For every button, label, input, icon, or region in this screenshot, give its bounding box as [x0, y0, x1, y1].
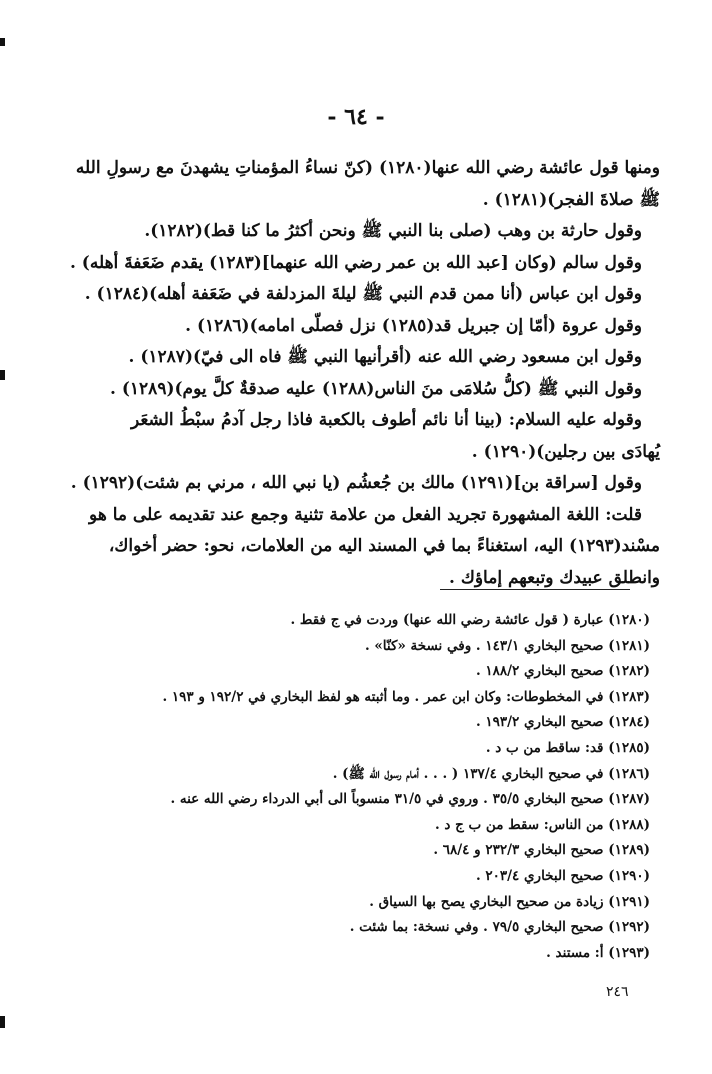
main-text [52, 153, 660, 594]
footnote-divider [440, 589, 630, 590]
text-line: وقول النبي ﷺ (كلُّ سُلامَى منَ الناس(١٢٨٨) عليه صدقةٌ كلَّ يوم)(١٢٨٩) . [110, 378, 642, 399]
page-number: ٢٤٦ [606, 984, 629, 1000]
text-line: وقول سالم (وكان [عبد الله بن عمر رضي الله عنهما](١٢٨٣) يقدم ضَعَفةَ أهله) . [69, 252, 642, 273]
footnote: (١٢٨٠) عبارة ( قول عائشة رضي الله عنها) وردت في ج فقط . [290, 612, 650, 628]
text-line: ﷺ صلاةَ الفجر)(١٢٨١) . [482, 189, 660, 210]
text-line: وقول عروة (أمّا إن جبريل قد(١٢٨٥) نزل فصلّى امامه)(١٢٨٦) . [185, 315, 642, 336]
footnote: (١٢٨٩) صحيح البخاري ٢٣٢/٣ و ٦٨/٤ . [433, 842, 650, 859]
footnote: (١٢٨١) صحيح البخاري ١٤٣/١ . وفي نسخة «كنّا» . [364, 637, 650, 654]
text-line: وقوله عليه السلام: (بينا أنا نائم أطوف بالكعبة فاذا رجل آدمُ سبْطُ الشعَر [130, 410, 642, 430]
text-line: يُهادَى بين رجلين)(١٢٩٠) . [471, 441, 660, 462]
text-line: ومنها قول عائشة رضي الله عنها(١٢٨٠) (كنّ نساءُ المؤمناتِ يشهدنَ مع رسولِ الله [75, 158, 660, 178]
footnote: (١٢٨٦) في صحيح البخاري ١٣٧/٤ ( . . . أمام رسول الله ﷺ) . [332, 765, 650, 782]
footnote: (١٢٨٢) صحيح البخاري ١٨٨/٢ . [475, 663, 650, 680]
footnote: (١٢٨٨) من الناس: سقط من ب ج د . [434, 816, 650, 833]
footnote: (١٢٩٢) صحيح البخاري ٧٩/٥ . وفي نسخة: بما شئت . [349, 919, 650, 936]
footnote: (١٢٩١) زيادة من صحيح البخاري يصح بها السياق . [369, 893, 650, 910]
footnote: (١٢٨٧) صحيح البخاري ٣٥/٥ . وروي في ٣١/٥ منسوباً الى أبي الدرداء رضي الله عنه . [170, 791, 650, 808]
footnote: (١٢٨٣) في المخطوطات: وكان ابن عمر . وما أثبته هو لفظ البخاري في ١٩٢/٢ و ١٩٣ . [162, 688, 650, 705]
scan-edge-mark [0, 38, 5, 46]
footnote: (١٢٩٣) أ: مستند . [546, 944, 650, 961]
text-line: وقول حارثة بن وهب (صلى بنا النبي ﷺ ونحن أكثرُ ما كنا قط)(١٢٨٢). [144, 221, 642, 241]
text-line: قلت: اللغة المشهورة تجريد الفعل من علامة تثنية وجمع عند تقديمه على ما هو [89, 504, 642, 525]
footnote: (١٢٨٥) قد: ساقط من ب د . [485, 739, 650, 756]
text-line: مسْند(١٢٩٣) اليه، استغناءً بما في المسند اليه من العلامات، نحو: حضر أخواك، [108, 536, 660, 556]
text-line: وقول ابن عباس (أنا ممن قدم النبي ﷺ ليلةَ المزدلفة في ضَعَفة أهله)(١٢٨٤) . [84, 284, 642, 304]
text-line: وقول ابن مسعود رضي الله عنه (أقرأنيها النبي ﷺ فاه الى فيّ)(١٢٨٧) . [128, 347, 642, 367]
text-line: وانطلق عبيدك وتبعهم إماؤك . [449, 567, 660, 588]
footnote: (١٢٩٠) صحيح البخاري ٢٠٣/٤ . [475, 867, 650, 884]
footnotes [150, 608, 650, 966]
page-marker: - ٦٤ - [327, 104, 385, 130]
text-line: وقول [سراقة بن](١٢٩١) مالك بن جُعشُم (يا نبي الله ، مرني بم شئت)(١٢٩٢) . [70, 473, 642, 493]
footnote: (١٢٨٤) صحيح البخاري ١٩٣/٢ . [475, 714, 650, 731]
scan-edge-mark [0, 1016, 5, 1028]
scan-edge-mark [0, 370, 5, 380]
